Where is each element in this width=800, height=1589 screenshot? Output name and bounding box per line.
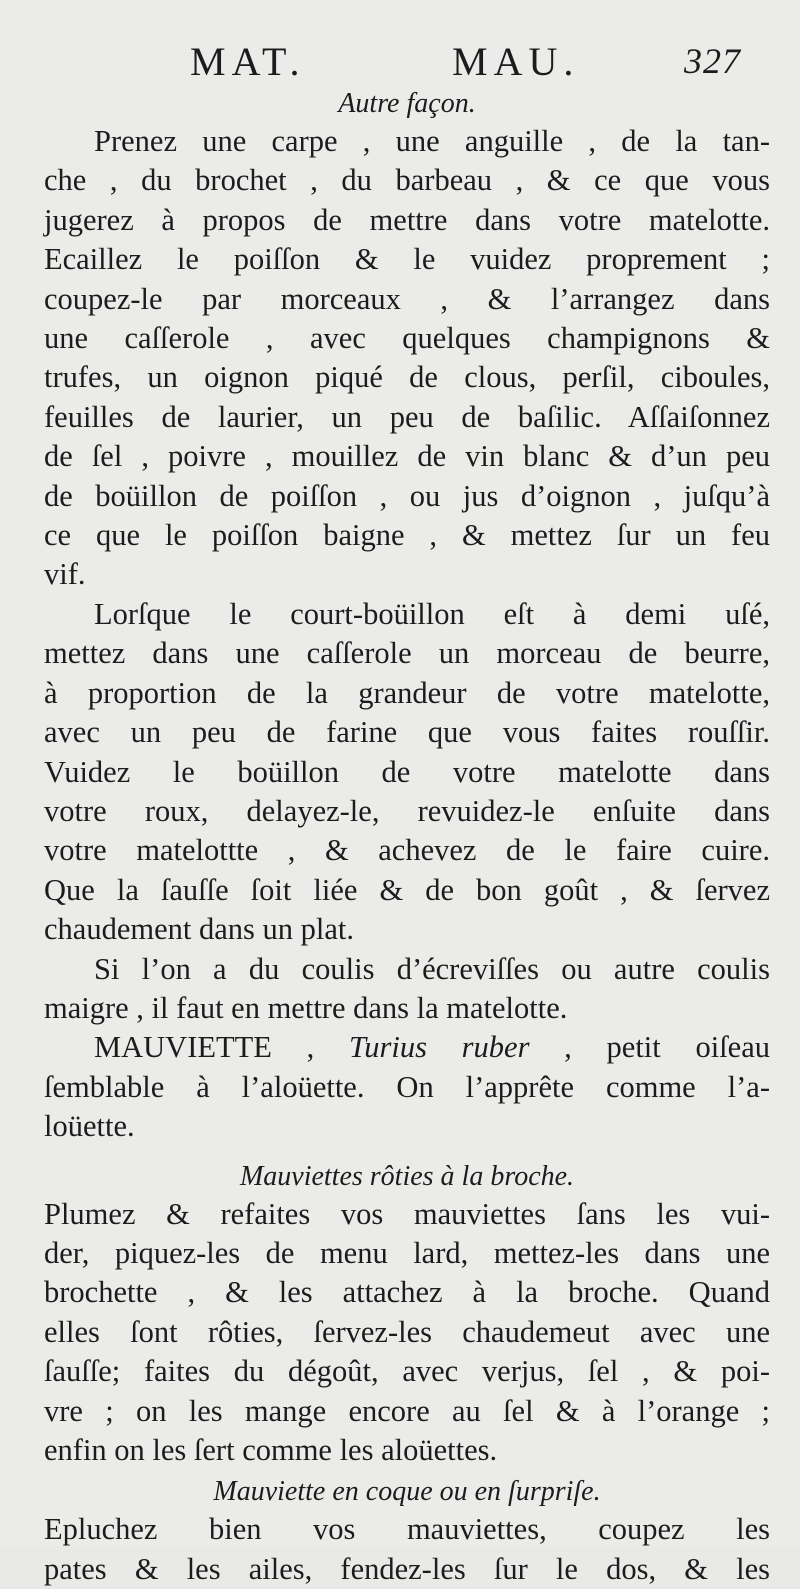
text-line: Si l’on a du coulis d’écreviſſes ou autre coulis <box>94 951 770 986</box>
text-line: Plumez & refaites vos mauviettes ſans les vui- <box>44 1196 770 1231</box>
text-line: une caſſerole , avec quelques champignons & <box>44 321 770 356</box>
text-line: maigre , il faut en mettre dans la matelotte. <box>44 990 568 1025</box>
paragraph-3 <box>44 950 770 1029</box>
paragraph-5 <box>44 1510 770 1589</box>
text-line: votre roux, delayez-le, revuidez-le enſuite dans <box>44 793 770 828</box>
text-line: elles ſont rôties, ſervez-les chaudemeut avec une <box>44 1314 770 1349</box>
text-line: vre ; on les mange encore au ſel & à l’orange ; <box>44 1393 770 1428</box>
text-line: brochette , & les attachez à la broche. Quand <box>44 1275 770 1310</box>
text-line: jugerez à propos de mettre dans votre matelotte. <box>44 202 770 237</box>
header-left: MAT. <box>190 39 306 84</box>
text-line: che , du brochet , du barbeau , & ce que vous <box>44 163 770 198</box>
text-line: pates & les ailes, fendez-les ſur le dos, & les <box>44 1551 770 1586</box>
text-line: de ſel , poivre , mouillez de vin blanc & d’un peu <box>44 439 770 474</box>
text-line: coupez-le par morceaux , & l’arrangez dans <box>44 281 770 316</box>
text-line: à proportion de la grandeur de votre matelotte, <box>44 675 770 710</box>
section-heading: Mauviette en coque ou en ſurpriſe. <box>213 1476 601 1508</box>
text-line: de boüillon de poiſſon , ou jus d’oignon , juſqu’à <box>44 478 770 513</box>
text-line: loüette. <box>44 1109 135 1144</box>
entry-definition-start: petit oiſeau <box>606 1030 771 1065</box>
dictionary-entry-mauviette <box>44 1028 770 1146</box>
page-number: 327 <box>684 41 741 81</box>
text-line: Ecaillez le poiſſon & le vuidez proprement ; <box>44 242 770 277</box>
text-line: mettez dans une caſſerole un morceau de beurre, <box>44 636 770 671</box>
text-line: ſauſſe; faites du dégoût, avec verjus, ſel , & poi- <box>44 1354 770 1389</box>
text-line: chaudement dans un plat. <box>44 912 354 947</box>
entry-latin-name: Turius ruber , <box>348 1030 572 1065</box>
paragraph-1 <box>44 122 770 595</box>
text-line: Que la ſauſſe ſoit liée & de bon goût , & ſervez <box>44 872 770 907</box>
text-line: enfin on les ſert comme les aloüettes. <box>44 1433 498 1467</box>
paragraph-4 <box>44 1195 770 1471</box>
text-line: Lorſque le court-boüillon eſt à demi uſé, <box>94 596 770 631</box>
text-line: Vuidez le boüillon de votre matelotte dans <box>44 754 770 789</box>
text-line: trufes, un oignon piqué de clous, perſil, ciboules, <box>44 360 770 395</box>
header-right: MAU. <box>452 39 580 84</box>
text-line: Prenez une carpe , une anguille , de la tan- <box>94 124 770 158</box>
text-line: der, piquez-les de menu lard, mettez-les dans une <box>44 1235 770 1270</box>
section-heading: Mauviettes rôties à la broche. <box>239 1160 575 1192</box>
entry-term: MAUVIETTE , <box>94 1030 315 1065</box>
entry-first-line <box>44 1028 770 1067</box>
section-heading: Autre façon. <box>338 88 476 119</box>
running-header <box>44 34 770 86</box>
text-line: vif. <box>44 557 86 592</box>
text-line: Epluchez bien vos mauviettes, coupez les <box>44 1512 770 1547</box>
text-line: avec un peu de farine que vous faites rouſſir. <box>44 715 770 750</box>
text-line: ce que le poiſſon baigne , & mettez ſur un feu <box>44 518 770 553</box>
paragraph-2 <box>44 595 770 950</box>
text-line: votre matelottte , & achevez de le faire cuire. <box>44 833 770 868</box>
text-line: feuilles de laurier, un peu de baſilic. Aſſaiſonnez <box>44 399 770 434</box>
text-line: ſemblable à l’aloüette. On l’apprête comme l’a- <box>44 1069 770 1104</box>
